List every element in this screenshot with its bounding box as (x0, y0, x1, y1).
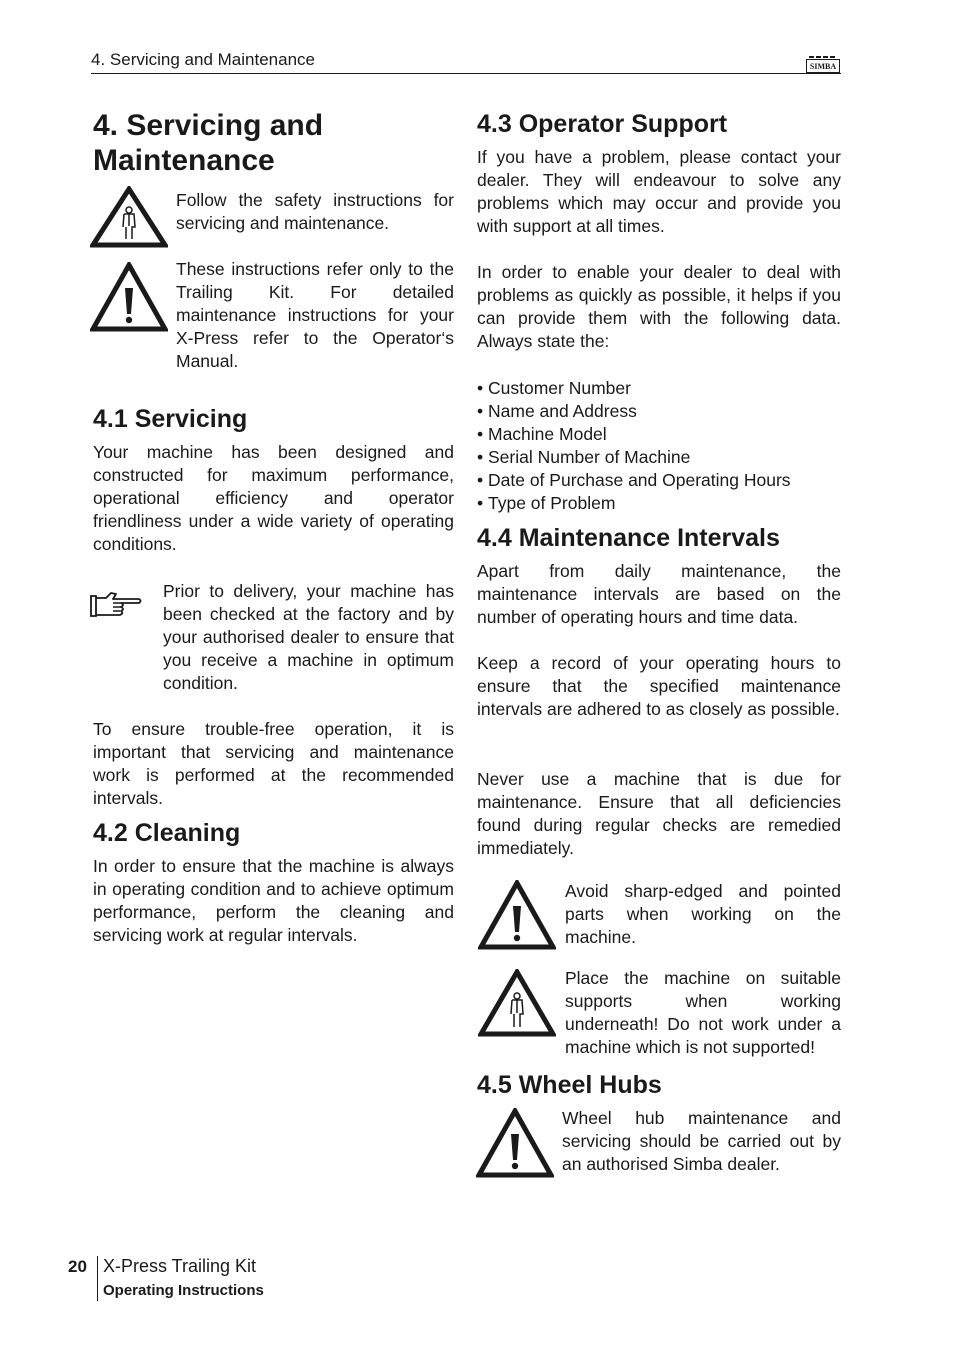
servicing-paragraph-1: Your machine has been designed and constructed for maximum performance, operational efficiency and operator friendliness under a wide variety of operating conditions. (93, 442, 454, 554)
page-title: 4. Servicing and Maintenance (93, 109, 324, 177)
person-warning-icon (478, 969, 556, 1037)
cleaning-paragraph: In order to ensure that the machine is always in operating condition and to achieve optimum performance, perform the cleaning and servicing work at regular intervals. (93, 856, 454, 945)
servicing-heading: 4.1 Servicing (93, 405, 248, 433)
footer-rule (97, 1256, 98, 1301)
pointing-hand-icon (89, 589, 143, 621)
simba-logo (806, 54, 840, 74)
support-data-list (477, 377, 841, 515)
servicing-paragraph-2: To ensure trouble-free operation, it is important that servicing and maintenance work is performed at the recommended intervals. (93, 719, 454, 808)
list-item: • Type of Problem (477, 492, 841, 515)
wheel-hubs-warning: Wheel hub maintenance and servicing should be carried out by an authorised Simba dealer. (562, 1108, 841, 1174)
support-paragraph-1: If you have a problem, please contact your dealer. They will endeavour to solve any problems which may occur and provide you with support at all times. (477, 147, 841, 236)
supports-warning: Place the machine on suitable supports when working underneath! Do not work under a machine which is not supported! (565, 968, 841, 1057)
wheel-hubs-heading: 4.5 Wheel Hubs (477, 1071, 662, 1099)
operator-support-heading: 4.3 Operator Support (477, 110, 728, 138)
footer-doc-title: X-Press Trailing Kit (103, 1256, 257, 1276)
logo-text: SIMBA (809, 62, 837, 71)
exclamation-warning-icon (90, 262, 168, 332)
sharp-parts-warning: Avoid sharp-edged and pointed parts when working on the machine. (565, 881, 841, 947)
list-item: • Customer Number (477, 377, 841, 400)
person-warning-icon (90, 186, 168, 248)
intro-warning-2: These instructions refer only to the Trailing Kit. For detailed maintenance instructions for your X-Press refer to the Operator‘s Manual. (176, 259, 454, 371)
servicing-note: Prior to delivery, your machine has been checked at the factory and by your authorised dealer to ensure that you receive a machine in optimum condition. (163, 581, 454, 693)
intervals-paragraph-2: Keep a record of your operating hours to ensure that the specified maintenance intervals are adhered to as closely as possible. (477, 653, 841, 719)
header-rule (91, 73, 841, 74)
intro-warning-1: Follow the safety instructions for servicing and maintenance. (176, 190, 454, 233)
cleaning-heading: 4.2 Cleaning (93, 819, 241, 847)
exclamation-warning-icon (476, 1108, 554, 1178)
list-item: • Name and Address (477, 400, 841, 423)
footer-doc-subtitle: Operating Instructions (103, 1282, 264, 1299)
list-item: • Serial Number of Machine (477, 446, 841, 469)
list-item: • Machine Model (477, 423, 841, 446)
running-header: 4. Servicing and Maintenance (91, 50, 315, 69)
intervals-paragraph-1: Apart from daily maintenance, the maintenance intervals are based on the number of operating hours and time data. (477, 561, 841, 627)
page-number: 20 (68, 1257, 87, 1276)
support-paragraph-2: In order to enable your dealer to deal with problems as quickly as possible, it helps if you can provide them with the following data. Always state the: (477, 262, 841, 351)
maintenance-intervals-heading: 4.4 Maintenance Intervals (477, 524, 780, 552)
list-item: • Date of Purchase and Operating Hours (477, 469, 841, 492)
intervals-paragraph-3: Never use a machine that is due for maintenance. Ensure that all deficiencies found during regular checks are remedied immediately. (477, 769, 841, 858)
exclamation-warning-icon (478, 880, 556, 950)
